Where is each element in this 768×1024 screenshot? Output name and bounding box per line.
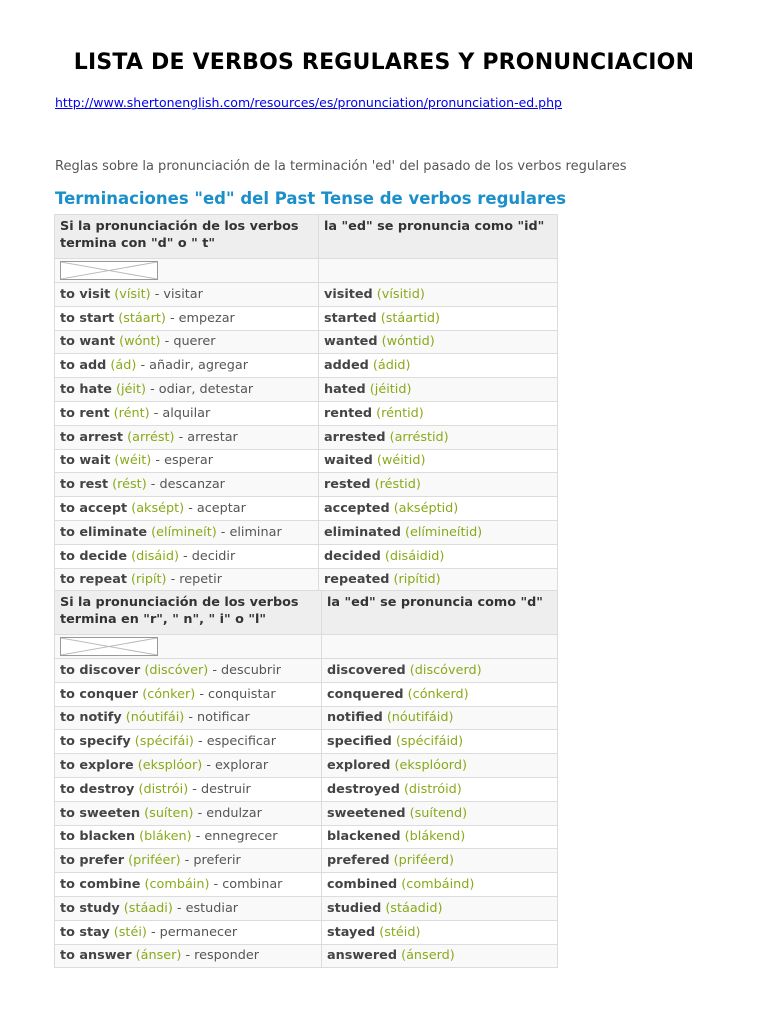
table-row — [55, 801, 558, 825]
past-form: discovered — [327, 662, 406, 678]
past-form: arrested — [324, 429, 386, 445]
past-form: notified — [327, 710, 383, 726]
table-row — [55, 849, 558, 873]
verb-pronunciation: (ánser) — [135, 948, 182, 964]
table-row — [55, 730, 558, 754]
verb-pronunciation: (wéit) — [114, 453, 152, 469]
past-pronunciation: (akséptid) — [393, 501, 459, 517]
verb-cell — [55, 944, 322, 968]
past-pronunciation: (stáartid) — [380, 310, 441, 326]
past-cell — [322, 944, 558, 968]
past-form: rested — [324, 477, 371, 493]
verb-pronunciation: (arrést) — [127, 429, 175, 445]
past-pronunciation: (cónkerd) — [407, 686, 469, 702]
verb-pronunciation: (eksplóor) — [137, 758, 203, 774]
table-row — [55, 401, 558, 425]
verb-cell — [55, 544, 319, 568]
table-row — [55, 873, 558, 897]
past-form: eliminated — [324, 524, 401, 540]
table-row — [55, 682, 558, 706]
verb: to rent — [60, 405, 110, 421]
verb-meaning: - notificar — [188, 710, 250, 726]
table-row — [55, 544, 558, 568]
verb: to notify — [60, 710, 122, 726]
verb-meaning: - esperar — [155, 453, 213, 469]
verb-pronunciation: (elímineít) — [151, 524, 217, 540]
verb-pronunciation: (bláken) — [139, 829, 192, 845]
past-pronunciation: (ripítid) — [393, 572, 441, 588]
verb: to stay — [60, 924, 110, 940]
table-row — [55, 306, 558, 330]
verb-cell — [55, 283, 319, 307]
past-cell — [322, 730, 558, 754]
verb: to study — [60, 900, 120, 916]
verb-pronunciation: (distrói) — [138, 781, 189, 797]
past-pronunciation: (elímineítid) — [404, 524, 483, 540]
verb-pronunciation: (stáart) — [118, 310, 166, 326]
verb-cell — [55, 682, 322, 706]
verb-pronunciation: (stáadi) — [123, 900, 173, 916]
past-pronunciation: (réstid) — [374, 477, 421, 493]
header-right: la "ed" se pronuncia como "d" — [322, 591, 558, 635]
verb-meaning: - eliminar — [220, 524, 282, 540]
past-cell — [319, 520, 558, 544]
verb-pronunciation: (cónker) — [142, 686, 196, 702]
verb: to prefer — [60, 853, 125, 869]
verb-pronunciation: (ád) — [110, 358, 137, 374]
verb-cell — [55, 873, 322, 897]
past-form: started — [324, 310, 377, 326]
table-row — [55, 920, 558, 944]
verb-meaning: - especificar — [198, 734, 277, 750]
past-cell — [319, 330, 558, 354]
past-cell — [322, 825, 558, 849]
verb-meaning: - repetir — [170, 572, 222, 588]
past-cell — [322, 873, 558, 897]
past-pronunciation: (disáidid) — [384, 548, 445, 564]
page-title: LISTA DE VERBOS REGULARES Y PRONUNCIACION — [73, 50, 695, 75]
past-cell — [319, 497, 558, 521]
verb: to arrest — [60, 429, 124, 445]
verb-cell — [55, 706, 322, 730]
verb: to destroy — [60, 781, 135, 797]
past-cell — [319, 425, 558, 449]
past-form: visited — [324, 286, 373, 302]
past-pronunciation: (stéid) — [379, 924, 421, 940]
verb-cell — [55, 754, 322, 778]
verb: to specify — [60, 734, 131, 750]
intro-text: Reglas sobre la pronunciación de la terminación 'ed' del pasado de los verbos regulares — [55, 159, 627, 174]
verb: to visit — [60, 286, 111, 302]
past-cell — [319, 568, 558, 592]
verb-cell — [55, 473, 319, 497]
verb-meaning: - conquistar — [199, 686, 276, 702]
verb: to blacken — [60, 829, 136, 845]
past-form: decided — [324, 548, 381, 564]
image-cell-empty — [322, 635, 558, 659]
verb-pronunciation: (priféer) — [128, 853, 181, 869]
past-pronunciation: (stáadid) — [385, 900, 443, 916]
past-cell — [319, 306, 558, 330]
table-row — [55, 659, 558, 683]
past-cell — [319, 544, 558, 568]
verb: to accept — [60, 501, 128, 517]
verb: to sweeten — [60, 805, 141, 821]
table-row — [55, 896, 558, 920]
past-pronunciation: (spécifáid) — [395, 734, 464, 750]
past-cell — [322, 849, 558, 873]
past-cell — [322, 920, 558, 944]
verb-cell — [55, 449, 319, 473]
verb-cell — [55, 425, 319, 449]
verb-meaning: - visitar — [154, 286, 203, 302]
verb-pronunciation: (rént) — [113, 405, 150, 421]
verbs-table-d — [54, 590, 558, 968]
past-pronunciation: (discóverd) — [409, 662, 482, 678]
image-cell-empty — [319, 259, 558, 283]
verb: to decide — [60, 548, 128, 564]
verb-cell — [55, 354, 319, 378]
verb-cell — [55, 825, 322, 849]
verb-pronunciation: (suíten) — [144, 805, 194, 821]
verb: to want — [60, 334, 116, 350]
table-row — [55, 283, 558, 307]
table-row — [55, 354, 558, 378]
verb: to eliminate — [60, 524, 148, 540]
verb-cell — [55, 849, 322, 873]
image-cell — [55, 635, 322, 659]
verb-cell — [55, 777, 322, 801]
verb-meaning: - arrestar — [178, 429, 238, 445]
verb-cell — [55, 659, 322, 683]
past-pronunciation: (nóutifáid) — [386, 710, 454, 726]
verb-pronunciation: (stéi) — [113, 924, 147, 940]
verb: to answer — [60, 948, 132, 964]
verb-pronunciation: (vísit) — [114, 286, 151, 302]
table-row — [55, 944, 558, 968]
broken-image-icon — [60, 261, 158, 280]
past-pronunciation: (wóntid) — [381, 334, 435, 350]
past-form: sweetened — [327, 805, 406, 821]
verb: to start — [60, 310, 115, 326]
past-pronunciation: (combáind) — [401, 877, 475, 893]
past-cell — [319, 473, 558, 497]
past-pronunciation: (blákend) — [404, 829, 466, 845]
verb: to wait — [60, 453, 111, 469]
verb-pronunciation: (aksépt) — [131, 501, 185, 517]
past-cell — [322, 706, 558, 730]
verb-cell — [55, 497, 319, 521]
past-cell — [319, 449, 558, 473]
past-form: waited — [324, 453, 373, 469]
verb-meaning: - preferir — [184, 853, 241, 869]
past-cell — [322, 682, 558, 706]
table-row — [55, 449, 558, 473]
verb-pronunciation: (ripít) — [131, 572, 167, 588]
past-cell — [319, 283, 558, 307]
verb-cell — [55, 401, 319, 425]
verb-meaning: - responder — [185, 948, 259, 964]
verb-pronunciation: (disáid) — [131, 548, 179, 564]
verb-meaning: - ennegrecer — [195, 829, 278, 845]
past-form: stayed — [327, 924, 376, 940]
verb: to hate — [60, 382, 112, 398]
verb-pronunciation: (combáin) — [144, 877, 210, 893]
header-left: Si la pronunciación de los verbos termina en "r", " n", " i" o "l" — [55, 591, 322, 635]
verb-pronunciation: (spécifái) — [134, 734, 194, 750]
table-row — [55, 330, 558, 354]
verb: to explore — [60, 758, 134, 774]
verb-cell — [55, 920, 322, 944]
verb-meaning: - permanecer — [150, 924, 238, 940]
verb-meaning: - aceptar — [188, 501, 246, 517]
verb-pronunciation: (jéit) — [115, 382, 146, 398]
verb-meaning: - decidir — [183, 548, 236, 564]
past-form: accepted — [324, 501, 390, 517]
verb-pronunciation: (wónt) — [119, 334, 161, 350]
image-cell — [55, 259, 319, 283]
table-row — [55, 473, 558, 497]
past-pronunciation: (arréstid) — [389, 429, 449, 445]
verb-meaning: - explorar — [206, 758, 269, 774]
verb-cell — [55, 520, 319, 544]
past-form: studied — [327, 900, 382, 916]
past-cell — [319, 354, 558, 378]
past-form: destroyed — [327, 781, 400, 797]
past-pronunciation: (jéitid) — [369, 382, 412, 398]
verb-pronunciation: (rést) — [112, 477, 147, 493]
verb-meaning: - destruir — [192, 781, 251, 797]
verb-pronunciation: (nóutifái) — [125, 710, 185, 726]
verb-meaning: - odiar, detestar — [150, 382, 254, 398]
past-form: explored — [327, 758, 391, 774]
verb-meaning: - añadir, agregar — [140, 358, 249, 374]
table-row — [55, 425, 558, 449]
table-row — [55, 497, 558, 521]
verb-cell — [55, 378, 319, 402]
past-form: wanted — [324, 334, 378, 350]
verb-cell — [55, 730, 322, 754]
past-cell — [322, 659, 558, 683]
past-form: blackened — [327, 829, 401, 845]
past-pronunciation: (vísitid) — [376, 286, 425, 302]
verb-cell — [55, 801, 322, 825]
verbs-table-id — [54, 214, 558, 592]
section-subtitle: Terminaciones "ed" del Past Tense de verbos regulares — [55, 189, 567, 208]
verb: to repeat — [60, 572, 127, 588]
past-pronunciation: (ánserd) — [401, 948, 455, 964]
verb: to conquer — [60, 686, 139, 702]
header-right: la "ed" se pronuncia como "id" — [319, 215, 558, 259]
verb: to discover — [60, 662, 141, 678]
verb: to combine — [60, 877, 141, 893]
verb-cell — [55, 330, 319, 354]
table-row — [55, 777, 558, 801]
header-left: Si la pronunciación de los verbos termina con "d" o " t" — [55, 215, 319, 259]
past-form: specified — [327, 734, 392, 750]
past-pronunciation: (wéitid) — [376, 453, 426, 469]
past-cell — [319, 401, 558, 425]
verb-meaning: - querer — [164, 334, 216, 350]
past-form: hated — [324, 382, 366, 398]
verb-meaning: - descubrir — [212, 662, 282, 678]
verb-meaning: - combinar — [213, 877, 283, 893]
verb-pronunciation: (discóver) — [144, 662, 209, 678]
table-row — [55, 568, 558, 592]
past-cell — [319, 378, 558, 402]
verb-cell — [55, 896, 322, 920]
past-form: added — [324, 358, 369, 374]
past-form: repeated — [324, 572, 390, 588]
verb-meaning: - descanzar — [150, 477, 225, 493]
past-pronunciation: (eksplóord) — [394, 758, 467, 774]
verb: to add — [60, 358, 107, 374]
past-form: answered — [327, 948, 398, 964]
verb-cell — [55, 568, 319, 592]
table-row — [55, 378, 558, 402]
past-form: prefered — [327, 853, 390, 869]
past-pronunciation: (ádid) — [372, 358, 411, 374]
past-cell — [322, 754, 558, 778]
verb-meaning: - empezar — [169, 310, 235, 326]
broken-image-icon — [60, 637, 158, 656]
past-pronunciation: (réntid) — [376, 405, 424, 421]
past-cell — [322, 896, 558, 920]
table-row — [55, 706, 558, 730]
past-pronunciation: (distróid) — [403, 781, 462, 797]
past-pronunciation: (suítend) — [409, 805, 468, 821]
past-form: combined — [327, 877, 398, 893]
verb-meaning: - estudiar — [176, 900, 239, 916]
table-row — [55, 754, 558, 778]
verb-meaning: - endulzar — [197, 805, 262, 821]
verb-cell — [55, 306, 319, 330]
past-form: rented — [324, 405, 373, 421]
verb-meaning: - alquilar — [153, 405, 211, 421]
past-cell — [322, 777, 558, 801]
past-pronunciation: (priféerd) — [393, 853, 454, 869]
table-row — [55, 825, 558, 849]
past-cell — [322, 801, 558, 825]
table-row — [55, 520, 558, 544]
source-link[interactable]: http://www.shertonenglish.com/resources/es/pronunciation/pronunciation-ed.php — [55, 95, 562, 110]
past-form: conquered — [327, 686, 404, 702]
verb: to rest — [60, 477, 109, 493]
